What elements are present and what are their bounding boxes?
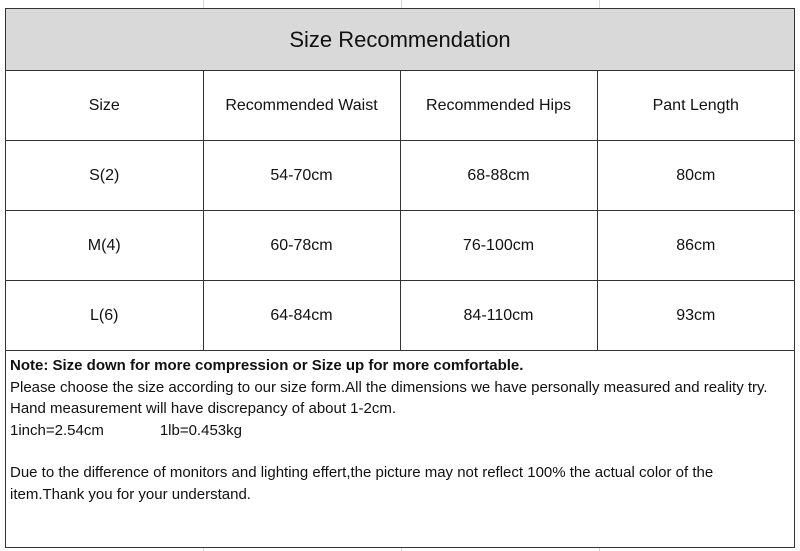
table-row bbox=[6, 281, 794, 351]
unit-conversions bbox=[10, 420, 788, 442]
length-cell: 80cm bbox=[597, 141, 794, 211]
size-chart bbox=[5, 8, 795, 548]
note-line-dimensions: Please choose the size according to our size form.All the dimensions we have personally measured and reality try. bbox=[10, 378, 768, 396]
note-line-discrepancy: Hand measurement will have discrepancy of about 1-2cm. bbox=[10, 400, 397, 417]
hips-cell: 76-100cm bbox=[400, 211, 597, 281]
note-line-color: Due to the difference of monitors and lighting effert,the picture may not reflect 100% the actual color of the item.Thank you for your understand. bbox=[10, 464, 714, 503]
size-cell: M(4) bbox=[6, 211, 203, 281]
size-cell: S(2) bbox=[6, 141, 203, 211]
chart-title: Size Recommendation bbox=[6, 9, 794, 71]
lb-conversion: 1lb=0.453kg bbox=[159, 421, 242, 439]
note-heading: Note: Size down for more compression or Size up for more comfortable. bbox=[10, 357, 524, 374]
length-cell: 93cm bbox=[597, 281, 794, 351]
size-table bbox=[6, 71, 794, 351]
header-size: Size bbox=[6, 71, 203, 141]
header-pant-length: Pant Length bbox=[597, 71, 794, 141]
waist-cell: 64-84cm bbox=[203, 281, 400, 351]
waist-cell: 60-78cm bbox=[203, 211, 400, 281]
length-cell: 86cm bbox=[597, 211, 794, 281]
inch-conversion: 1inch=2.54cm bbox=[10, 421, 104, 439]
header-hips: Recommended Hips bbox=[400, 71, 597, 141]
table-row bbox=[6, 141, 794, 211]
spacer bbox=[10, 441, 788, 462]
table-header-row bbox=[6, 71, 794, 141]
size-cell: L(6) bbox=[6, 281, 203, 351]
waist-cell: 54-70cm bbox=[203, 141, 400, 211]
table-row bbox=[6, 211, 794, 281]
notes-section bbox=[6, 351, 794, 505]
hips-cell: 68-88cm bbox=[400, 141, 597, 211]
hips-cell: 84-110cm bbox=[400, 281, 597, 351]
header-waist: Recommended Waist bbox=[203, 71, 400, 141]
